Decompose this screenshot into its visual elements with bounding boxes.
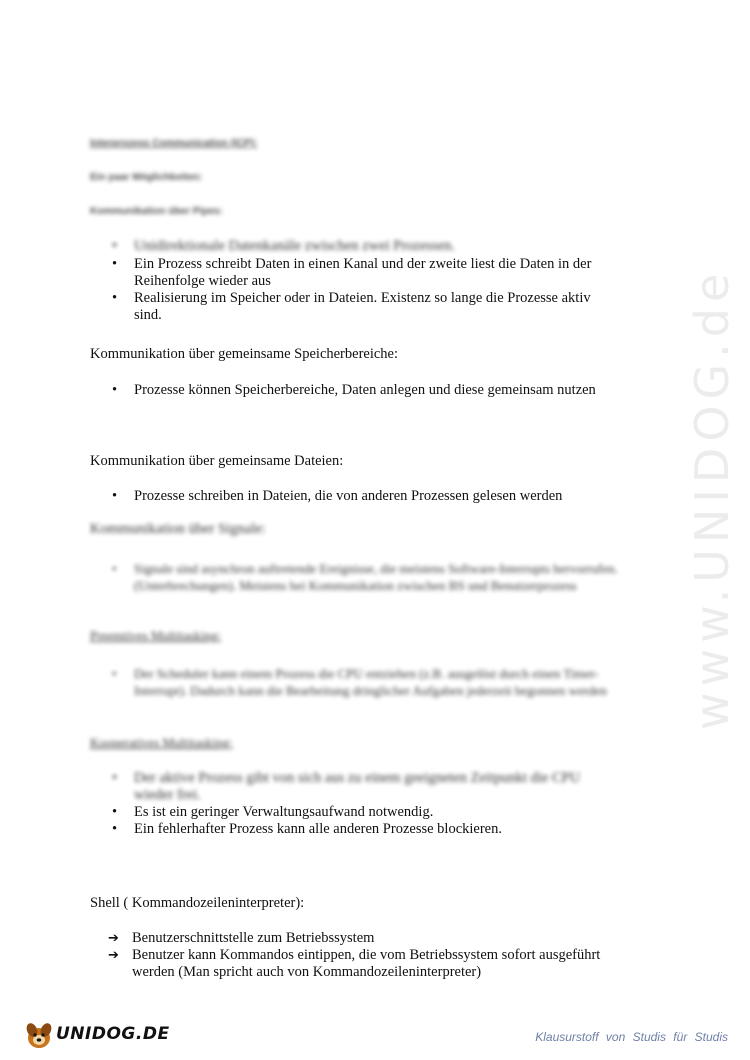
list-item: • Es ist ein geringer Verwaltungsaufwand notwendig. — [110, 804, 620, 821]
list-item: • Prozesse schreiben in Dateien, die von anderen Prozessen gelesen werden — [110, 488, 620, 505]
preemptive-title: Preemtives Multitasking: — [90, 628, 222, 643]
list-item: • Realisierung im Speicher oder in Dateien. Existenz so lange die Prozesse aktiv sind. — [110, 290, 620, 324]
ipc-title: Interprozess Communication (ICP): — [90, 138, 258, 149]
dog-icon — [22, 1018, 56, 1052]
list-item: • Der aktive Prozess gibt von sich aus zu einem geeigneten Zeitpunkt die CPU wieder frei. — [110, 770, 620, 804]
shell-list — [108, 930, 618, 981]
shared-files-title: Kommunikation über gemeinsame Dateien: — [90, 453, 344, 469]
list-item: ➔ Benutzer kann Kommandos eintippen, die vom Betriebssystem sofort ausgeführt werden (Man spricht auch von Kommandozeileninterpreter) — [108, 947, 618, 981]
list-item: • Ein fehlerhafter Prozess kann alle anderen Prozesse blockieren. — [110, 821, 620, 838]
list-item: • Der Scheduler kann einem Prozess die CPU entziehen (z.B. ausgelöst durch einen Timer-Interrupt). Dadurch kann die Bearbeitung dringlicher Aufgaben jederzeit begonnen werden — [110, 665, 620, 699]
cooperative-list — [110, 770, 620, 838]
list-item: • Signale sind asynchron auftretende Ereignisse, die meistens Software-Interrupts hervorrufen. (Unterbrechungen). Meistens bei Kommunikation zwischen BS und Benutzerprozess — [110, 560, 620, 594]
list-item: • Prozesse können Speicherbereiche, Daten anlegen und diese gemeinsam nutzen — [110, 382, 620, 399]
shared-files-list — [110, 488, 620, 505]
list-item: • Ein Prozess schreibt Daten in einen Kanal und der zweite liest die Daten in der Reihenfolge wieder aus — [110, 256, 620, 290]
pipes-title: Kommunikation über Pipes: — [90, 206, 223, 217]
signals-list — [110, 560, 620, 594]
pipes-list — [110, 238, 620, 324]
preemptive-list — [110, 665, 620, 699]
unidog-logo[interactable] — [22, 1018, 182, 1052]
footer-tagline: Klausurstoff von Studis für Studis — [535, 1030, 728, 1044]
possibilities-heading: Ein paar Möglichkeiten: — [90, 172, 203, 183]
shell-title: Shell ( Kommandozeileninterpreter): — [90, 895, 305, 911]
list-item: ➔ Benutzerschnittstelle zum Betriebssystem — [108, 930, 618, 947]
shared-memory-title: Kommunikation über gemeinsame Speicherbereiche: — [90, 346, 399, 362]
cooperative-title: Kooperatives Multitasking: — [90, 735, 233, 750]
signals-title: Kommunikation über Signale: — [90, 521, 266, 537]
watermark: www.UNIDOG.de — [685, 267, 739, 730]
logo-text: UNIDOG.DE — [56, 1024, 170, 1044]
shared-memory-list — [110, 382, 620, 399]
list-item: • Unidirektionale Datenkanäle zwischen zwei Prozessen. — [110, 238, 620, 255]
